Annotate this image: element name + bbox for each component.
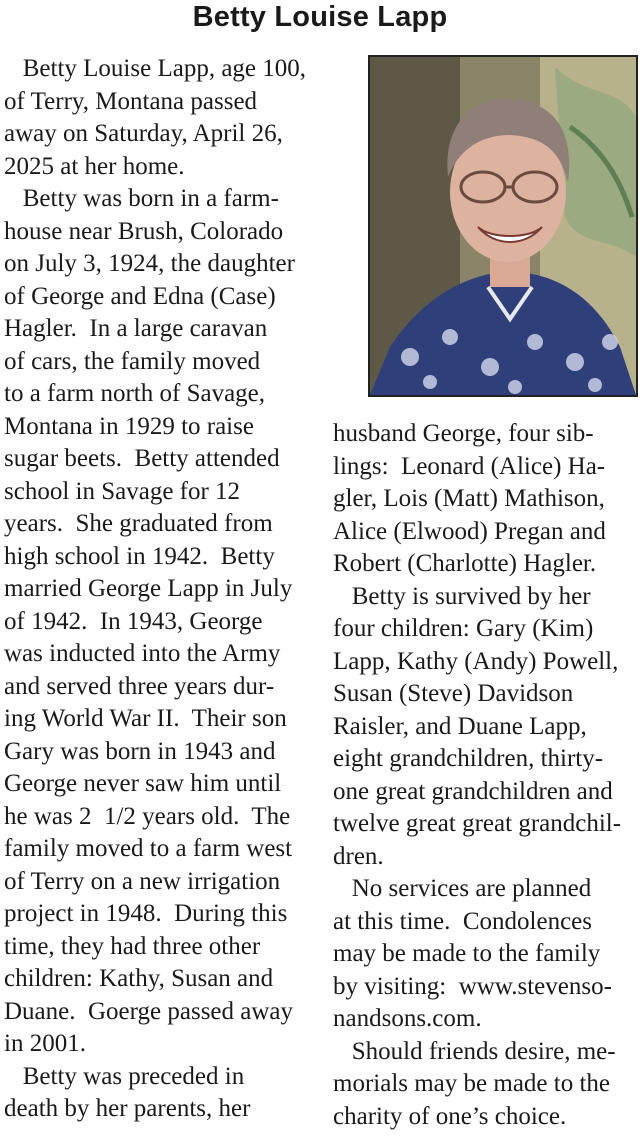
text-line: project in 1948. During this	[4, 900, 288, 927]
text-line: by visiting: www.stevenso-	[333, 972, 612, 1000]
text-line: Duane. Goerge passed away	[4, 997, 294, 1025]
text-line: of Terry, Montana passed	[4, 87, 258, 115]
text-line: Betty was preceded in	[4, 1062, 245, 1090]
text-line: eight grandchildren, thirty-	[333, 745, 604, 772]
text-line: to a farm north of Savage,	[4, 380, 266, 407]
text-line: married George Lapp in July	[4, 575, 293, 602]
right-column-text	[333, 418, 638, 1133]
text-line: nandsons.com.	[333, 1005, 482, 1032]
text-line: Betty is survived by her	[333, 582, 591, 610]
text-line: on July 3, 1924, the daughter	[4, 250, 295, 277]
text-line: he was 2 1/2 years old. The	[4, 802, 291, 830]
text-line: of 1942. In 1943, George	[4, 607, 263, 635]
text-line: in 2001.	[4, 1030, 86, 1057]
text-line: high school in 1942. Betty	[4, 542, 275, 570]
text-line: Montana in 1929 to raise	[4, 412, 254, 440]
text-line: of Terry on a new irrigation	[4, 867, 281, 895]
left-column-text	[4, 53, 320, 1126]
text-line: children: Kathy, Susan and	[4, 965, 274, 992]
text-line: of cars, the family moved	[4, 347, 261, 375]
text-line: lings: Leonard (Alice) Ha-	[333, 452, 606, 480]
text-line: 2025 at her home.	[4, 152, 185, 180]
text-line: George never saw him until	[4, 770, 282, 797]
text-line: years. She graduated from	[4, 510, 273, 537]
text-line: Alice (Elwood) Pregan and	[333, 517, 606, 545]
text-line: Gary was born in 1943 and	[4, 737, 276, 765]
text-line: one great grandchildren and	[333, 777, 613, 805]
text-line: husband George, four sib-	[333, 420, 594, 447]
text-line: morials may be made to the	[333, 1070, 611, 1097]
text-line: Raisler, and Duane Lapp,	[333, 712, 587, 740]
text-line: was inducted into the Army	[4, 640, 281, 667]
text-line: Lapp, Kathy (Andy) Powell,	[333, 647, 619, 675]
text-line: time, they had three other	[4, 932, 261, 960]
text-line: house near Brush, Colorado	[4, 217, 284, 245]
text-line: may be made to the family	[333, 940, 601, 967]
portrait-image	[370, 57, 636, 395]
text-line: four children: Gary (Kim)	[333, 615, 594, 642]
text-line: school in Savage for 12	[4, 477, 241, 505]
text-line: twelve great great grandchil-	[333, 810, 622, 837]
text-line: sugar beets. Betty attended	[4, 445, 280, 472]
text-line: dren.	[333, 842, 384, 870]
text-line: charity of one’s choice.	[333, 1102, 567, 1130]
text-line: Susan (Steve) Davidson	[333, 680, 574, 707]
text-line: Betty Louise Lapp, age 100,	[4, 55, 307, 82]
text-line: Hagler. In a large caravan	[4, 315, 268, 342]
text-line: Betty was born in a farm-	[4, 185, 279, 212]
text-line: Should friends desire, me-	[333, 1037, 616, 1065]
text-line: and served three years dur-	[4, 672, 275, 700]
text-line: away on Saturday, April 26,	[4, 120, 283, 147]
text-line: ing World War II. Their son	[4, 705, 287, 732]
portrait-photo	[368, 55, 638, 397]
text-line: of George and Edna (Case)	[4, 282, 276, 310]
text-line: No services are planned	[333, 875, 592, 902]
text-line: family moved to a farm west	[4, 835, 293, 862]
text-line: gler, Lois (Matt) Mathison,	[333, 485, 605, 512]
text-line: Robert (Charlotte) Hagler.	[333, 550, 597, 577]
text-line: death by her parents, her	[4, 1095, 251, 1122]
obituary-title: Betty Louise Lapp	[192, 1, 448, 33]
text-line: at this time. Condolences	[333, 907, 592, 935]
